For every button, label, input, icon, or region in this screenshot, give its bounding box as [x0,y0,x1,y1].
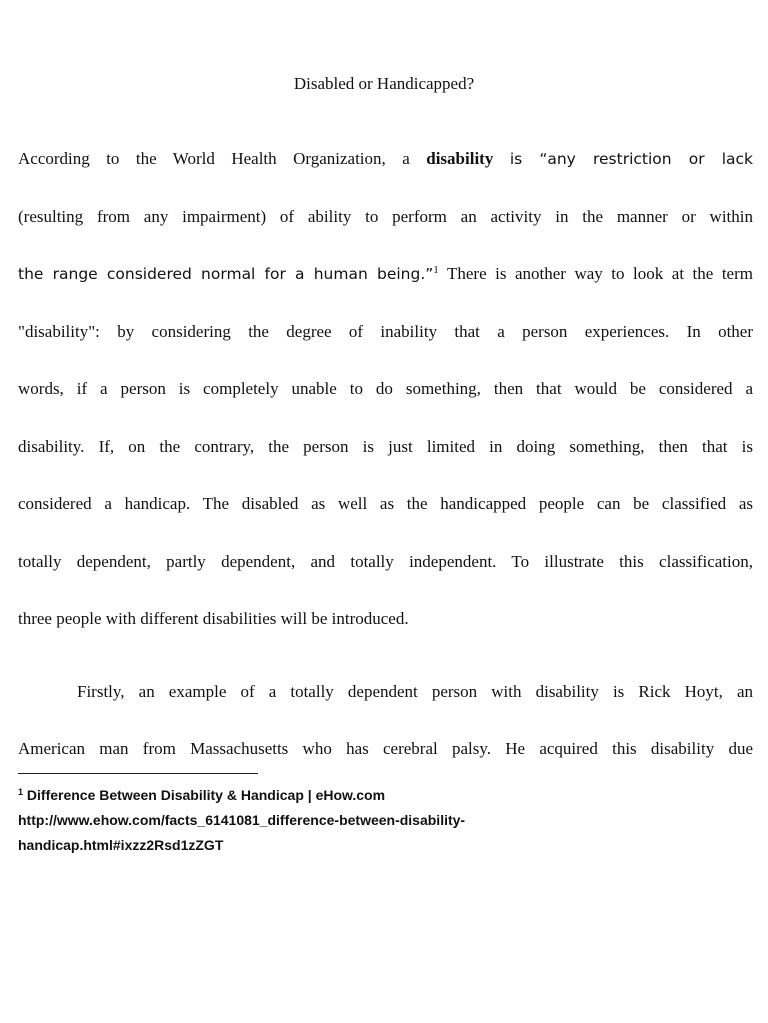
text-line: Firstly, an example of a totally dependent person with disability is Rick Hoyt, an [77,682,753,701]
text-line: considered a handicap. The disabled as well as the handicapped people can be classified as [18,494,753,513]
bold-term: disability [426,149,494,168]
footnote-number: 1 [18,787,24,797]
footnote-separator [18,773,258,774]
footnote-url-line: handicap.html#ixzz2Rsd1zZGT [18,837,224,853]
footnote-reference: 1 [433,264,439,276]
text-line: words, if a person is completely unable to do something, then that would be considered a [18,379,753,398]
text-line: American man from Massachusetts who has cerebral palsy. He acquired this disability due [18,739,753,758]
document-title: Disabled or Handicapped? [293,74,475,93]
footnote-url-line: http://www.ehow.com/facts_6141081_difference-between-disability- [18,812,466,828]
text-line: totally dependent, partly dependent, and totally independent. To illustrate this classification, [18,552,753,571]
text-line: (resulting from any impairment) of ability to perform an activity in the manner or within [18,207,753,226]
footnote-line: $^1$ Difference Between Disability & Handicap | eHow.com [18,787,386,803]
text-line: the range considered normal for a human being.”$^1$ There is another way to look at the term [18,264,753,283]
text-line: "disability": by considering the degree of inability that a person experiences. In other [18,322,753,341]
text-line: three people with different disabilities will be introduced. [18,609,409,628]
text-line: disability. If, on the contrary, the person is just limited in doing something, then that is [18,437,753,456]
text-line: According to the World Health Organization, a disability is “any restriction or lack [18,149,754,168]
